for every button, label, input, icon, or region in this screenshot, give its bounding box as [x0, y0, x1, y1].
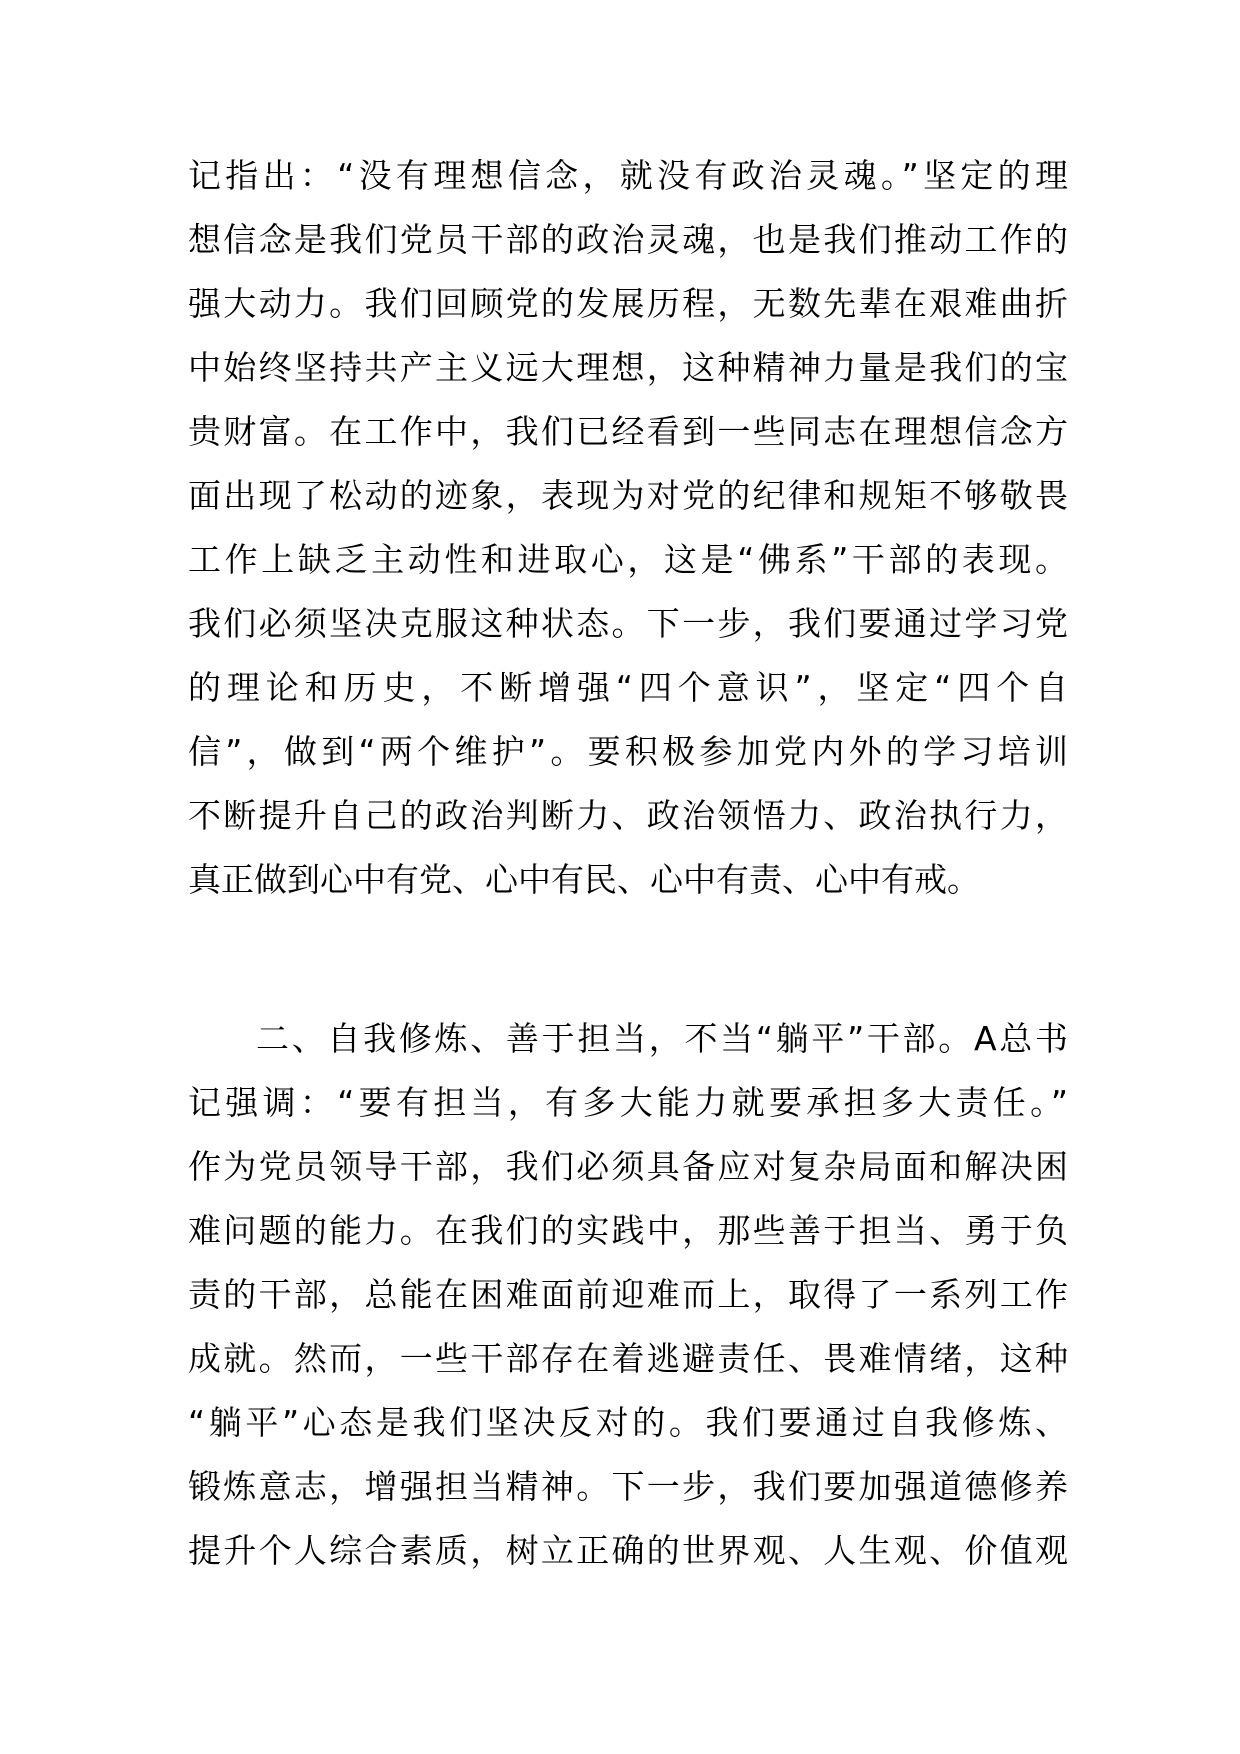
- body-text-line: 真正做到心中有党、心中有民、心中有责、心中有戒。: [188, 860, 980, 899]
- body-text-line: “躺平”心态是我们坚决反对的。我们要通过自我修炼、: [188, 1403, 1068, 1442]
- section-heading-line: 二、自我修炼、善于担当，不当“躺平”干部。A总书: [256, 1019, 1068, 1058]
- body-text-line: 贵财富。在工作中，我们已经看到一些同志在理想信念方: [188, 412, 1068, 451]
- body-text-line: 记指出：“没有理想信念，就没有政治灵魂。”坚定的理: [188, 156, 1068, 195]
- body-text-line: 成就。然而，一些干部存在着逃避责任、畏难情绪，这种: [188, 1339, 1068, 1378]
- body-text-line: 我们必须坚决克服这种状态。下一步，我们要通过学习党: [188, 604, 1068, 643]
- body-text-line: 工作上缺乏主动性和进取心，这是“佛系”干部的表现。: [188, 540, 1068, 579]
- body-text-line: 的理论和历史，不断增强“四个意识”，坚定“四个自: [188, 668, 1068, 707]
- body-text-line: 锻炼意志，增强担当精神。下一步，我们要加强道德修养: [188, 1467, 1068, 1506]
- body-text-line: 想信念是我们党员干部的政治灵魂，也是我们推动工作的: [188, 220, 1068, 259]
- body-text-line: 提升个人综合素质，树立正确的世界观、人生观、价值观: [188, 1531, 1068, 1570]
- body-text-line: 难问题的能力。在我们的实践中，那些善于担当、勇于负: [188, 1211, 1068, 1250]
- body-text-line: 作为党员领导干部，我们必须具备应对复杂局面和解决困: [188, 1147, 1068, 1186]
- body-text-line: 记强调：“要有担当，有多大能力就要承担多大责任。”: [188, 1083, 1068, 1122]
- body-text-line: 中始终坚持共产主义远大理想，这种精神力量是我们的宝: [188, 348, 1068, 387]
- body-text-line: 责的干部，总能在困难面前迎难而上，取得了一系列工作: [188, 1275, 1068, 1314]
- body-text-line: 强大动力。我们回顾党的发展历程，无数先辈在艰难曲折: [188, 284, 1068, 323]
- body-text-line: 面出现了松动的迹象，表现为对党的纪律和规矩不够敬畏: [188, 476, 1068, 515]
- body-text-line: 不断提升自己的政治判断力、政治领悟力、政治执行力，: [188, 796, 1068, 835]
- body-text-line: 信”，做到“两个维护”。要积极参加党内外的学习培训: [188, 732, 1068, 771]
